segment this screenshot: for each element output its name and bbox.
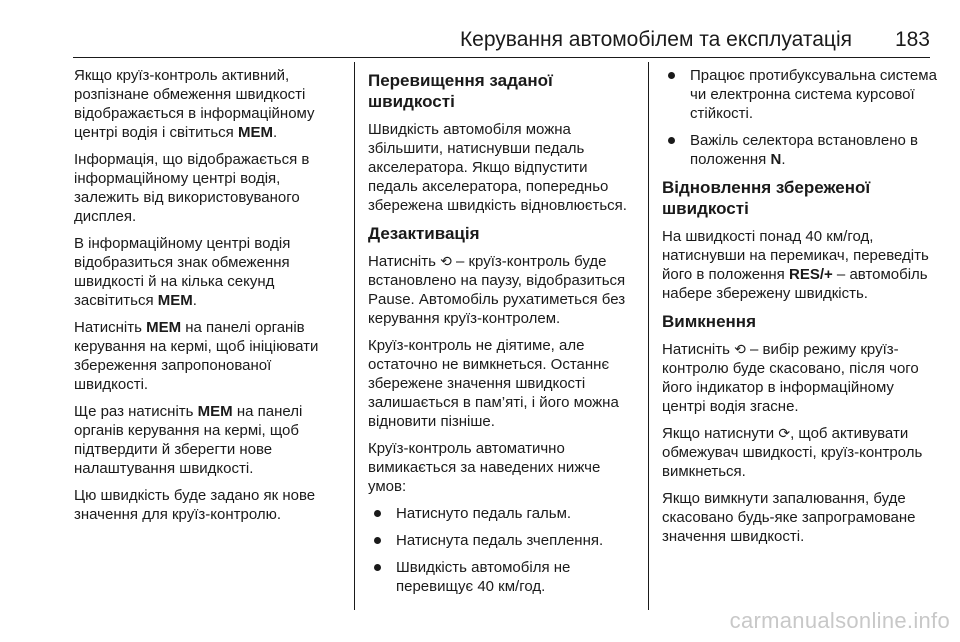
- column-divider-2: [648, 62, 649, 610]
- heading-resume: Відновлення збереженої швидкості: [662, 178, 871, 218]
- column-1: [74, 66, 344, 532]
- list-item: Працює протибуксувальна система чи електронна система курсової стійкості.: [662, 66, 938, 123]
- paragraph: Якщо натиснути ⟳, щоб активувати обмежувач швидкості, круїз-контроль вимкнеться.: [662, 425, 923, 480]
- watermark: carmanualsonline.info: [729, 608, 950, 633]
- paragraph: На швидкості понад 40 км/год, натиснувши на перемикач, переведіть його в положення RES/+ – автомобіль набере збережену швидкість.: [662, 228, 929, 302]
- section-title: Керування автомобілем та експлуатація: [459, 28, 852, 51]
- paragraph: Ще раз натисніть MEM на панелі органів керування на кермі, щоб підтвердити й зберегти нове налаштування швидкості.: [74, 403, 303, 477]
- heading-deactivation: Дезактивація: [368, 224, 480, 243]
- column-2: [368, 66, 636, 604]
- heading-overspeed: Перевищення заданої швидкості: [368, 71, 553, 111]
- paragraph: Натисніть ⟲ – круїз-контроль буде встановлено на паузу, відобразиться Pause. Автомобіль рухатиметься без керування круїз-контролем.: [368, 253, 626, 327]
- list-item: Натиснуто педаль гальм.: [368, 504, 636, 523]
- list-item: Швидкість автомобіля не перевищує 40 км/год.: [368, 558, 636, 596]
- column-3: [662, 66, 938, 554]
- paragraph: Круїз-контроль автоматично вимикається за наведених нижче умов:: [368, 440, 601, 495]
- paragraph: Якщо вимкнути запалювання, буде скасовано будь-яке запрограмоване значення швидкості.: [662, 490, 916, 545]
- paragraph: Інформація, що відображається в інформаційному центрі водія, залежить від використовуваного дисплея.: [74, 151, 310, 225]
- paragraph: Якщо круїз-контроль активний, розпізнане обмеження швидкості відображається в інформаційному центрі водія і світиться MEM.: [74, 67, 315, 141]
- cruise-off-icon: ⟲: [734, 341, 746, 357]
- page-number: 183: [894, 28, 930, 51]
- list-item: Натиснута педаль зчеплення.: [368, 531, 636, 550]
- page-header: [0, 0, 960, 58]
- paragraph: Цю швидкість буде задано як нове значення для круїз-контролю.: [74, 487, 316, 523]
- paragraph: Швидкість автомобіля можна збільшити, натиснувши педаль акселератора. Якщо відпустити педаль акселератора, попередньо збережена швидкість відновлюється.: [368, 121, 627, 214]
- paragraph: Натисніть ⟲ – вибір режиму круїз-контролю буде скасовано, після чого його індикатор в інформаційному центрі водія згасне.: [662, 341, 919, 415]
- cruise-pause-icon: ⟲: [440, 253, 452, 269]
- speed-limiter-icon: ⟳: [778, 425, 791, 441]
- list-item: Важіль селектора встановлено в положення N.: [662, 131, 938, 169]
- paragraph: Натисніть MEM на панелі органів керування на кермі, щоб ініціювати збереження запропонованої швидкості.: [74, 319, 319, 393]
- paragraph: Круїз-контроль не діятиме, але остаточно не вимкнеться. Останнє збережене значення швидкості залишається в пам’яті, і його можна відновити пізніше.: [368, 337, 619, 430]
- heading-switch-off: Вимкнення: [662, 312, 756, 331]
- column-divider-1: [354, 62, 355, 610]
- condition-list: [368, 504, 636, 596]
- condition-list-continued: [662, 66, 938, 169]
- header-rule: [73, 57, 930, 58]
- paragraph: В інформаційному центрі водія відобразиться знак обмеження швидкості й на кілька секунд засвітиться MEM.: [74, 235, 291, 309]
